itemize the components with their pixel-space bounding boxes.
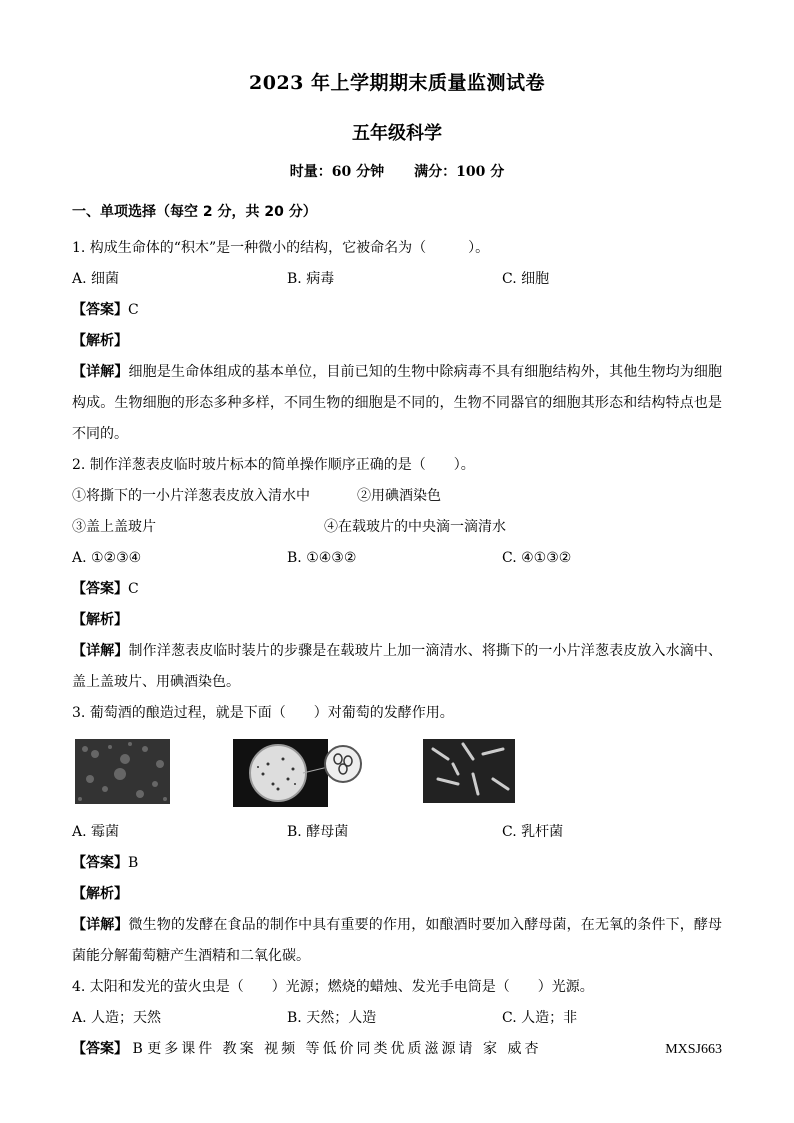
yeast-image xyxy=(233,739,363,807)
q1-detail-label: 【详解】 xyxy=(72,364,129,380)
q4-opt-b: B. 天然；人造 xyxy=(287,1010,377,1026)
q4-ad-text: 更多课件 教案 视频 等低价同类优质滋源请 家 威杏 xyxy=(147,1041,542,1057)
q3-opt-b: B. 酵母菌 xyxy=(287,824,349,840)
lactobacillus-image xyxy=(423,739,515,803)
q1-options xyxy=(72,264,722,295)
time-limit: 时量：60 分钟 xyxy=(289,164,385,180)
q2-analysis-label: 【解析】 xyxy=(72,612,128,628)
q3-answer-row xyxy=(72,848,722,879)
q4-opt-a: A. 人造；天然 xyxy=(72,1010,162,1026)
q3-stem: 3. 葡萄酒的酿造过程，就是下面（ ）对葡萄的发酵作用。 xyxy=(72,705,454,721)
q3-detail-text: 微生物的发酵在食品的制作中具有重要的作用，如酿酒时要加入酵母菌，在无氧的条件下，酵母菌能分解葡萄糖产生酒精和二氧化碳。 xyxy=(72,917,723,964)
q2-steps-row-1 xyxy=(72,481,722,512)
q1-opt-c: C. 细胞 xyxy=(502,271,550,287)
q1-answer-row xyxy=(72,295,722,326)
q1-detail-row xyxy=(72,357,722,450)
q1-analysis-row xyxy=(72,326,722,357)
max-score: 满分：100 分 xyxy=(414,164,505,180)
question-3 xyxy=(72,698,722,972)
q3-detail-label: 【详解】 xyxy=(72,917,129,933)
q4-options xyxy=(72,1003,722,1034)
q2-opt-c: C. ④①③② xyxy=(502,550,572,566)
subject-title: 五年级科学 xyxy=(352,123,442,144)
q3-ans-label: 【答案】 xyxy=(72,855,128,871)
question-1 xyxy=(72,233,722,450)
q4-ans-label: 【答案】 xyxy=(72,1041,128,1057)
q2-stem: 2. 制作洋葱表皮临时玻片标本的简单操作顺序正确的是（ ）。 xyxy=(72,457,475,473)
q4-stem: 4. 太阳和发光的萤火虫是（ ）光源；燃烧的蜡烛、发光手电筒是（ ）光源。 xyxy=(72,979,594,995)
q3-detail-row xyxy=(72,910,722,972)
q2-step-1: ①将撕下的一小片洋葱表皮放入清水中 xyxy=(72,488,310,504)
header-section xyxy=(72,68,722,181)
q2-ans-label: 【答案】 xyxy=(72,581,128,597)
q4-answer-footer xyxy=(72,1034,722,1065)
q1-analysis-label: 【解析】 xyxy=(72,333,128,349)
q3-options xyxy=(72,817,722,848)
q3-analysis-label: 【解析】 xyxy=(72,886,128,902)
question-2 xyxy=(72,450,722,698)
q3-analysis-row xyxy=(72,879,722,910)
q2-step-4: ④在载玻片的中央滴一滴清水 xyxy=(324,519,506,535)
q2-detail-label: 【详解】 xyxy=(72,643,129,659)
q1-opt-b: B. 病毒 xyxy=(287,271,335,287)
document-code: MXSJ663 xyxy=(665,1042,722,1057)
q2-opt-a: A. ①②③④ xyxy=(72,550,142,566)
q3-opt-a: A. 霉菌 xyxy=(72,824,120,840)
mold-image xyxy=(75,739,170,804)
q2-opt-b: B. ①④③② xyxy=(287,550,357,566)
q2-detail-text: 制作洋葱表皮临时装片的步骤是在载玻片上加一滴清水、将撕下的一小片洋葱表皮放入水滴中、盖上盖玻片、用碘酒染色。 xyxy=(72,643,723,690)
main-title: 2023 年上学期期末质量监测试卷 xyxy=(249,72,545,94)
q1-ans-label: 【答案】 xyxy=(72,302,128,318)
q4-opt-c: C. 人造；非 xyxy=(502,1010,578,1026)
q4-ans-val: B xyxy=(132,1041,143,1057)
q1-detail-text: 细胞是生命体组成的基本单位，目前已知的生物中除病毒不具有细胞结构外，其他生物均为细胞构成。生物细胞的形态多种多样，不同生物的细胞是不同的，生物不同器官的细胞其形态和结构特点也是不同的。 xyxy=(72,364,723,442)
q2-step-2: ②用碘酒染色 xyxy=(357,488,441,504)
q2-analysis-row xyxy=(72,605,722,636)
q2-ans-val: C xyxy=(128,581,139,597)
question-4 xyxy=(72,972,722,1065)
q1-opt-a: A. 细菌 xyxy=(72,271,120,287)
q3-ans-val: B xyxy=(128,855,139,871)
q2-answer-row xyxy=(72,574,722,605)
q2-steps-row-2 xyxy=(72,512,722,543)
q1-ans-val: C xyxy=(128,302,139,318)
q3-images xyxy=(72,739,722,809)
q2-options xyxy=(72,543,722,574)
q1-stem: 1. 构成生命体的“积木”是一种微小的结构，它被命名为（ ）。 xyxy=(72,240,490,256)
meta-info xyxy=(72,161,722,181)
section-title: 一、单项选择（每空 2 分，共 20 分） xyxy=(72,204,317,220)
q3-opt-c: C. 乳杆菌 xyxy=(502,824,564,840)
q2-detail-row xyxy=(72,636,722,698)
q2-step-3: ③盖上盖玻片 xyxy=(72,519,156,535)
q4-ans-group xyxy=(72,1034,541,1065)
